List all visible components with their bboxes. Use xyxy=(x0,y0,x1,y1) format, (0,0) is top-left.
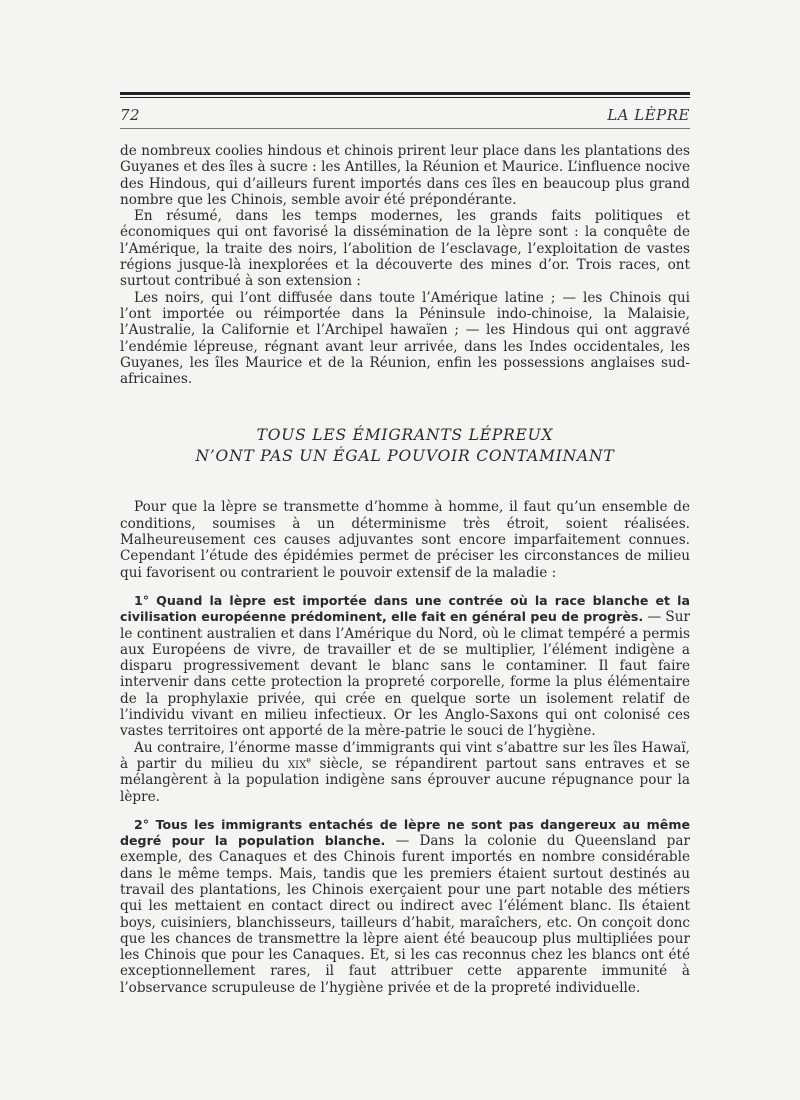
century-superscript: e xyxy=(306,755,311,765)
section-heading-line-2: N’ONT PAS UN ÉGAL POUVOIR CONTAMINANT xyxy=(195,447,615,466)
spacer xyxy=(120,581,690,593)
point-1-lead: 1° Quand la lèpre est importée dans une contrée où la race blanche et la civilisation européenne prédominent, elle fait en général peu de progrès. xyxy=(120,592,690,625)
point-2-lead: 2° Tous les immigrants entachés de lèpre ne sont pas dangereux au même degré pour la population blanche. xyxy=(120,816,690,849)
spacer xyxy=(120,805,690,817)
running-title: LA LÈPRE xyxy=(607,106,690,124)
paragraph-hawaii xyxy=(120,740,690,805)
hawaii-text-before: Au contraire, l’énorme masse d’immigrants qui vint s’abattre sur les îles Hawaï, à partir du milieu du xyxy=(120,739,690,772)
section-heading-line-1: TOUS LES ÉMIGRANTS LÉPREUX xyxy=(256,426,554,445)
book-page xyxy=(120,92,690,996)
paragraph-three-races: Les noirs, qui l’ont diffusée dans toute l’Amérique latine ; — les Chinois qui l’ont importée ou réimportée dans la Péninsule indo-chinoise, la Malaisie, l’Australie, la Californie et l’Archipel hawaïen ; — les Hindous qui ont aggravé l’endémie lépreuse, régnant avant leur arrivée, dans les Indes occidentales, les Guyanes, les îles Maurice et de la Réunion, enfin les possessions anglaises sud-africaines. xyxy=(120,289,690,388)
top-double-rule xyxy=(120,92,690,98)
paragraph-summary: En résumé, dans les temps modernes, les grands faits politiques et économiques qui ont favorisé la dissémination de la lèpre sont : la conquête de l’Amérique, la traite des noirs, l’abolition de l’esclavage, l’exploitation de vastes régions jusque-là inexplorées et la découverte des mines d’or. Trois races, ont surtout contribué à son extension : xyxy=(120,208,690,290)
point-1-text: — Sur le continent australien et dans l’Amérique du Nord, où le climat tempéré a permis aux Européens de vivre, de travailler et de se multiplier, l’élément indigène a disparu progressivement devant le blanc sans le contaminer. Il faut faire intervenir dans cette protection la propreté corporelle, forme la plus élémentaire de la prophylaxie privée, qui crée en quelque sorte un isolement relatif de l’individu vivant en milieu infectieux. Or les Anglo-Saxons qui ont colonisé ces vastes territoires ont apporté de la mère-patrie le souci de l’hygiène. xyxy=(120,609,690,740)
century-numeral: xix xyxy=(288,755,307,772)
header-rule xyxy=(120,128,690,129)
point-2-text: — Dans la colonie du Queensland par exemple, des Canaques et des Chinois furent importés en nombre considérable dans le même temps. Mais, tandis que les premiers étaient surtout destinés au travail des plantations, les Chinois exerçaient pour une part notable des métiers qui les mettaient en contact direct ou indirect avec l’élément blanc. Ils étaient boys, cuisiniers, blanchisseurs, tailleurs d’habit, maraîchers, etc. On conçoit donc que les chances de transmettre la lèpre aient été beaucoup plus multipliées pour les Chinois que pour les Canaques. Et, si les cas reconnus chez les blancs ont été exceptionnellement rares, il faut attribuer cette apparente immunité à l’observance scrupuleuse de l’hygiène privée et de la propreté individuelle. xyxy=(120,833,690,996)
paragraph-continued: de nombreux coolies hindous et chinois prirent leur place dans les plantations des Guyanes et des îles à sucre : les Antilles, la Réunion et Maurice. L’influence nocive des Hindous, qui d’ailleurs furent importés dans ces îles en beaucoup plus grand nombre que les Chinois, semble avoir été prépondérante. xyxy=(120,143,690,208)
paragraph-conditions: Pour que la lèpre se transmette d’homme à homme, il faut qu’un ensemble de conditions, soumises à un déterminisme très étroit, soient réalisées. Malheureusement ces causes adjuvantes sont encore imparfaitement connues. Cependant l’étude des épidémies permet de préciser les circonstances de milieu qui favorisent ou contrarient le pouvoir extensif de la maladie : xyxy=(120,499,690,581)
paragraph-point-2 xyxy=(120,817,690,996)
page-number: 72 xyxy=(120,106,141,124)
running-header xyxy=(120,106,690,124)
section-heading xyxy=(120,425,690,467)
page-body xyxy=(120,143,690,996)
hawaii-text-after: siècle, se répandirent partout sans entraves et se mélangèrent à la population indigène sans éprouver aucune répugnance pour la lèpre. xyxy=(120,755,690,805)
paragraph-point-1 xyxy=(120,593,690,740)
